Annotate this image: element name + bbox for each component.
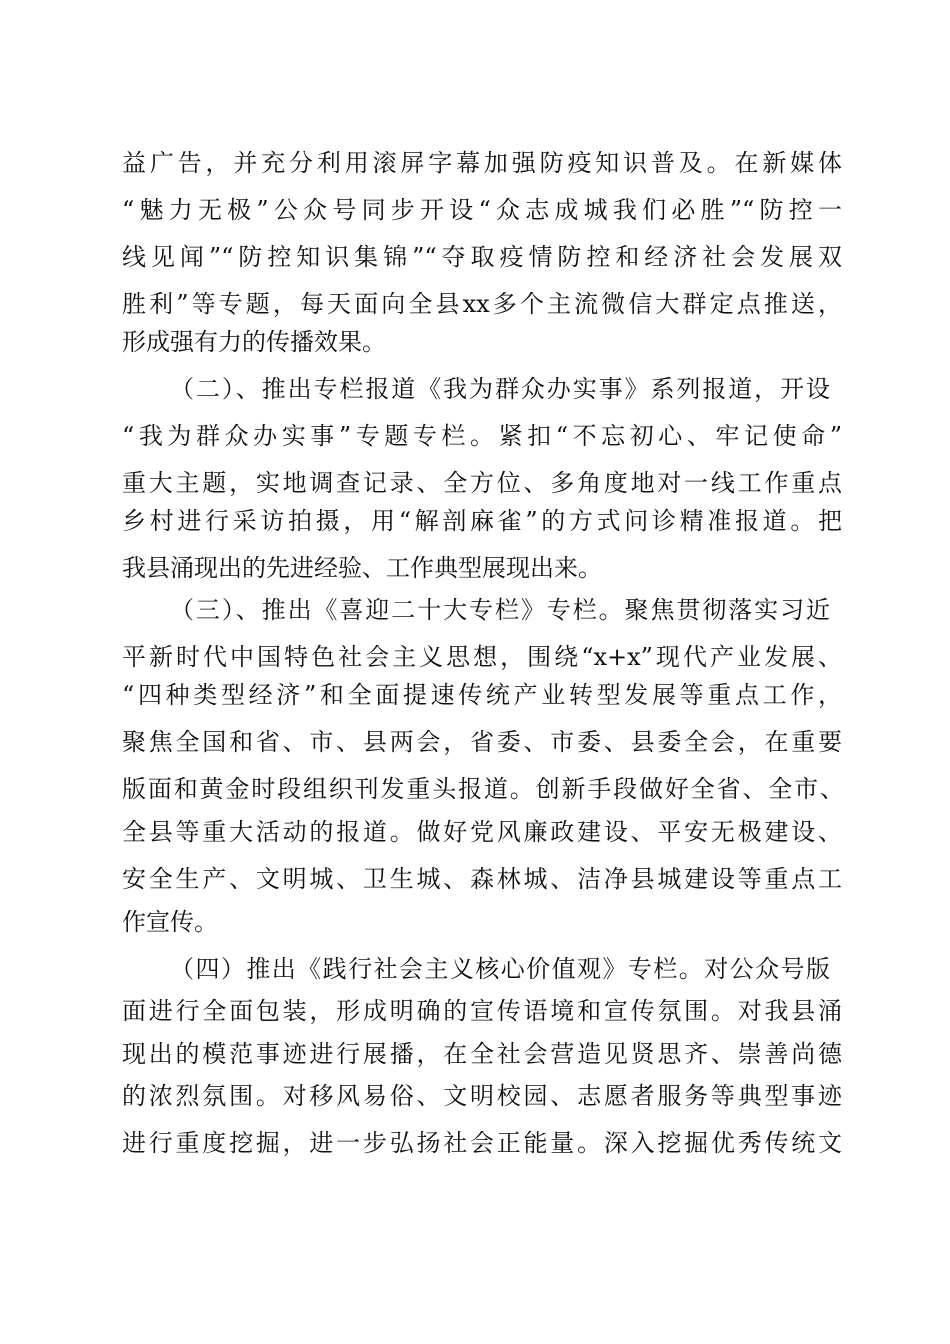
paragraph-heading-4: （四）推出《践行社会主义核心价值观》专栏。对公众号版 [170, 955, 830, 983]
text-line: 作宣传。 [122, 908, 218, 936]
text-line: 进行重度挖掘，进一步弘扬社会正能量。深入挖掘优秀传统文 [122, 1129, 842, 1157]
text-line: 面进行全面包装，形成明确的宣传语境和宣传氛围。对我县涌 [122, 997, 842, 1025]
text-line: 现出的模范事迹进行展播，在全社会营造见贤思齐、崇善尚德 [122, 1040, 842, 1068]
text-line: 线见闻”“防控知识集锦”“夺取疫情防控和经济社会发展双 [122, 243, 842, 271]
text-line: 聚焦全国和省、市、县两会，省委、市委、县委全会，在重要 [122, 728, 842, 756]
text-line: 我县涌现出的先进经验、工作典型展现出来。 [122, 554, 602, 582]
text-line: “四种类型经济”和全面提速传统产业转型发展等重点工作， [122, 681, 842, 709]
text-line: 平新时代中国特色社会主义思想，围绕“x+x”现代产业发展、 [122, 643, 842, 671]
text-line: 形成强有力的传播效果。 [122, 328, 386, 356]
text-line: 安全生产、文明城、卫生城、森林城、洁净县城建设等重点工 [122, 865, 842, 893]
text-line: 胜利”等专题，每天面向全县xx多个主流微信大群定点推送， [122, 290, 842, 318]
paragraph-heading-2: （二）、推出专栏报道《我为群众办实事》系列报道，开设 [170, 375, 830, 403]
text-line: 益广告，并充分利用滚屏字幕加强防疫知识普及。在新媒体 [122, 149, 842, 177]
text-line: 版面和黄金时段组织刊发重头报道。创新手段做好全省、全市、 [122, 775, 844, 803]
text-line: 乡村进行采访拍摄，用“解剖麻雀”的方式问诊精准报道。把 [122, 507, 842, 535]
text-line: “我为群众办实事”专题专栏。紧扣“不忘初心、牢记使命” [122, 422, 842, 450]
text-line: 全县等重大活动的报道。做好党风廉政建设、平安无极建设、 [122, 818, 842, 846]
text-line: “魅力无极”公众号同步开设“众志成城我们必胜”“防控一 [122, 196, 842, 224]
text-line: 的浓烈氛围。对移风易俗、文明校园、志愿者服务等典型事迹 [122, 1082, 842, 1110]
text-line: 重大主题，实地调查记录、全方位、多角度地对一线工作重点 [122, 469, 842, 497]
paragraph-heading-3: （三）、推出《喜迎二十大专栏》专栏。聚焦贯彻落实习近 [170, 596, 830, 624]
